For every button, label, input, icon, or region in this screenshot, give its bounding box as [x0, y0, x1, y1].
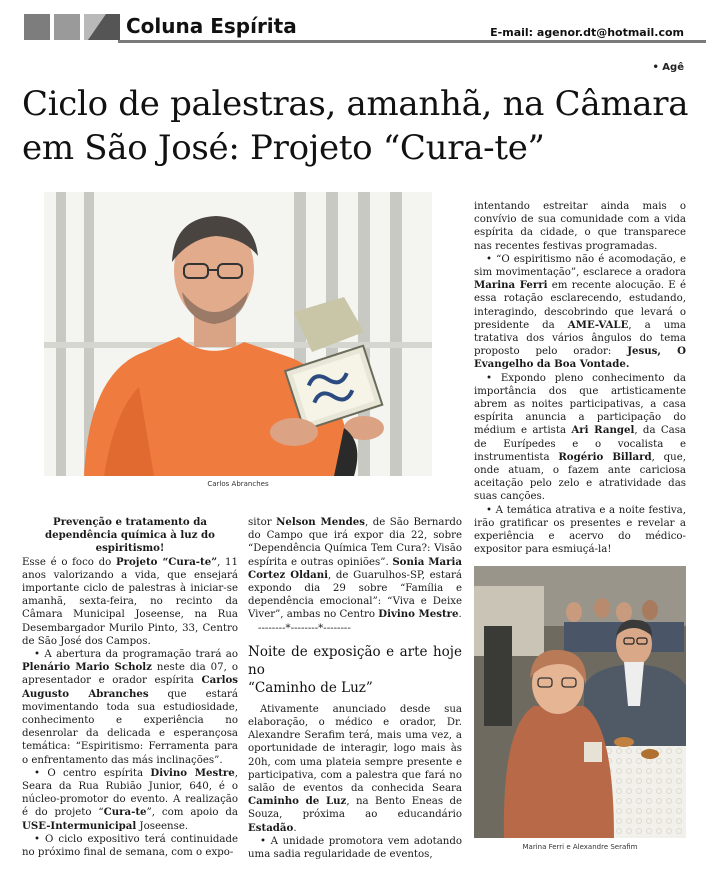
text-run: • O centro espírita — [34, 767, 151, 779]
text-run: , de Guarulhos-SP, estará expondo dia 29 sobre “Família e dependência emocional”: “Viva e Deixe Viver”, ambas no Centro — [248, 569, 462, 621]
text-run: • A abertura da programação trará ao — [34, 649, 238, 661]
text-run: • Expondo pleno conhecimento da importância dos que artisticamente abrem as noites participativas, a casa espírita anuncia a participação do médium e artista — [474, 372, 686, 437]
bold-run: Nelson Mendes — [276, 516, 365, 528]
bold-run: Cura-te — [103, 806, 147, 819]
author-byline: • Agê — [652, 62, 684, 73]
contact-email: E-mail: agenor.dt@hotmail.com — [490, 26, 684, 39]
column-header — [0, 0, 706, 48]
bold-run: Sonia Maria Cortez Oldani — [248, 555, 462, 581]
text-run: ”, com apoio da — [146, 807, 238, 819]
article-column-1 — [22, 516, 238, 859]
text-run: , na Bento Eneas de Souza, próxima ao educandário — [248, 796, 462, 821]
photo-marina-ferri-alexandre-serafim — [474, 566, 686, 838]
subheadline-line-1: Noite de exposição e arte hoje no — [248, 643, 462, 678]
bold-run: Divino Mestre — [150, 766, 235, 779]
text-run: , que, onde atuam, o fazem ante cariciosa aceitação pelo zelo e atratividade das suas canções. — [474, 451, 686, 503]
text-run: , de São Bernardo do Campo que irá expor dia 22, sobre “Dependência Química Tem Cura?: Visão espírita e outras opiniões”. — [248, 517, 462, 568]
bold-run: AME-VALE — [567, 318, 629, 331]
header-rule — [118, 40, 706, 43]
text-run: Ativamente anunciado desde sua elaboração, o médico e orador, Dr. Alexandre Serafim terá, mais uma vez, a oportunidade de interagir, logo mais às 20h, com uma plateia sempre presente e participativa, com a palestra que fará no salão de eventos da conhecida Seara — [248, 703, 462, 795]
text-run: , da Casa de Eurípedes e o vocalista e instrumentista — [474, 425, 687, 463]
article-headline — [22, 82, 692, 170]
article-column-3 — [474, 200, 686, 556]
bold-run: USE-Intermunicipal — [22, 819, 137, 832]
paragraph: • A unidade promotora vem adotando uma sadia regularidade de eventos, — [248, 835, 462, 861]
paragraph: • O ciclo expositivo terá continuidade no próximo final de semana, com o expo- — [22, 833, 238, 859]
subheadline-line-2: “Caminho de Luz” — [248, 679, 373, 696]
bold-run: Caminho de Luz — [248, 795, 347, 808]
headline-line-1: Ciclo de palestras, amanhã, na Câmara — [22, 84, 689, 124]
bold-run: Ari Rangel — [571, 424, 635, 437]
text-run: Esse é o foco do — [22, 556, 116, 568]
headline-line-2: em São José: Projeto “Cura-te” — [22, 128, 545, 168]
paragraph: intentando estreitar ainda mais o convívio de sua comunidade com a vida espírita da cidade, o que transparece nas recentes festivas programadas. — [474, 201, 686, 252]
text-run: . — [293, 822, 297, 834]
photo-carlos-abranches — [44, 192, 432, 476]
article-column-2 — [248, 516, 462, 861]
column-title: Coluna Espírita — [126, 14, 297, 38]
text-run: , Seara da Rua Rubião Junior, 640, é o núcleo-promotor do evento. A realização é do projeto “ — [22, 767, 238, 819]
bold-run: Carlos Augusto Abranches — [22, 674, 238, 700]
bold-run: Marina Ferri — [474, 279, 548, 292]
separator: --------*--------*-------- — [258, 622, 351, 634]
lead-paragraph: Prevenção e tratamento da dependência química à luz do espiritismo! — [45, 516, 215, 555]
text-run: • “O espiritismo não é acomodação, e sim movimentação”, esclarece a oradora — [474, 253, 686, 279]
text-run: que estará movimentando toda sua estudiosidade, conhecimento e experiência no desenrolar da delicada e esperançosa temática: “Espiritismo: Ferramenta para o enfrentamento das más inclinações”. — [22, 688, 238, 766]
text-run: , a uma tratativa dos vários ângulos do tema proposto pelo orador: — [474, 319, 686, 358]
text-run: Joseense. — [136, 820, 189, 832]
paragraph: • A temática atrativa e a noite festiva, irão gratificar os presentes e revelar a experiência e acervo do médico-expositor para esmiuçá-la! — [474, 504, 686, 556]
subheadline — [248, 643, 462, 697]
text-run: em recente alocução. E é essa rotação esclarecendo, estudando, interagindo, descobrindo que levará o presidente da — [474, 280, 686, 331]
bold-run: Plenário Mario Scholz — [22, 661, 152, 674]
text-run: neste dia 07, o apresentador e orador espírita — [22, 662, 238, 687]
text-run: sitor — [248, 517, 277, 528]
photo-caption-1: Carlos Abranches — [207, 480, 269, 488]
photo-caption-2: Marina Ferri e Alexandre Serafim — [522, 843, 638, 851]
bold-run: Rogério Billard — [558, 450, 652, 463]
bold-run: Estadão — [248, 821, 294, 834]
bold-run: Divino Mestre — [378, 608, 459, 621]
bold-run: Projeto “Cura-te” — [115, 555, 218, 568]
text-run: . — [458, 609, 462, 621]
text-run: , 11 anos valorizando a vida, que ensejará importante ciclo de palestras à iniciar-se amanhã, sexta-feira, no recinto da Câmara Municipal Joseense, na Rua Desembargador Murilo Pinto, 33, Centro de São José dos Campos. — [22, 556, 238, 647]
bold-run: Jesus, O Evangelho da Boa Vontade. — [474, 345, 686, 371]
